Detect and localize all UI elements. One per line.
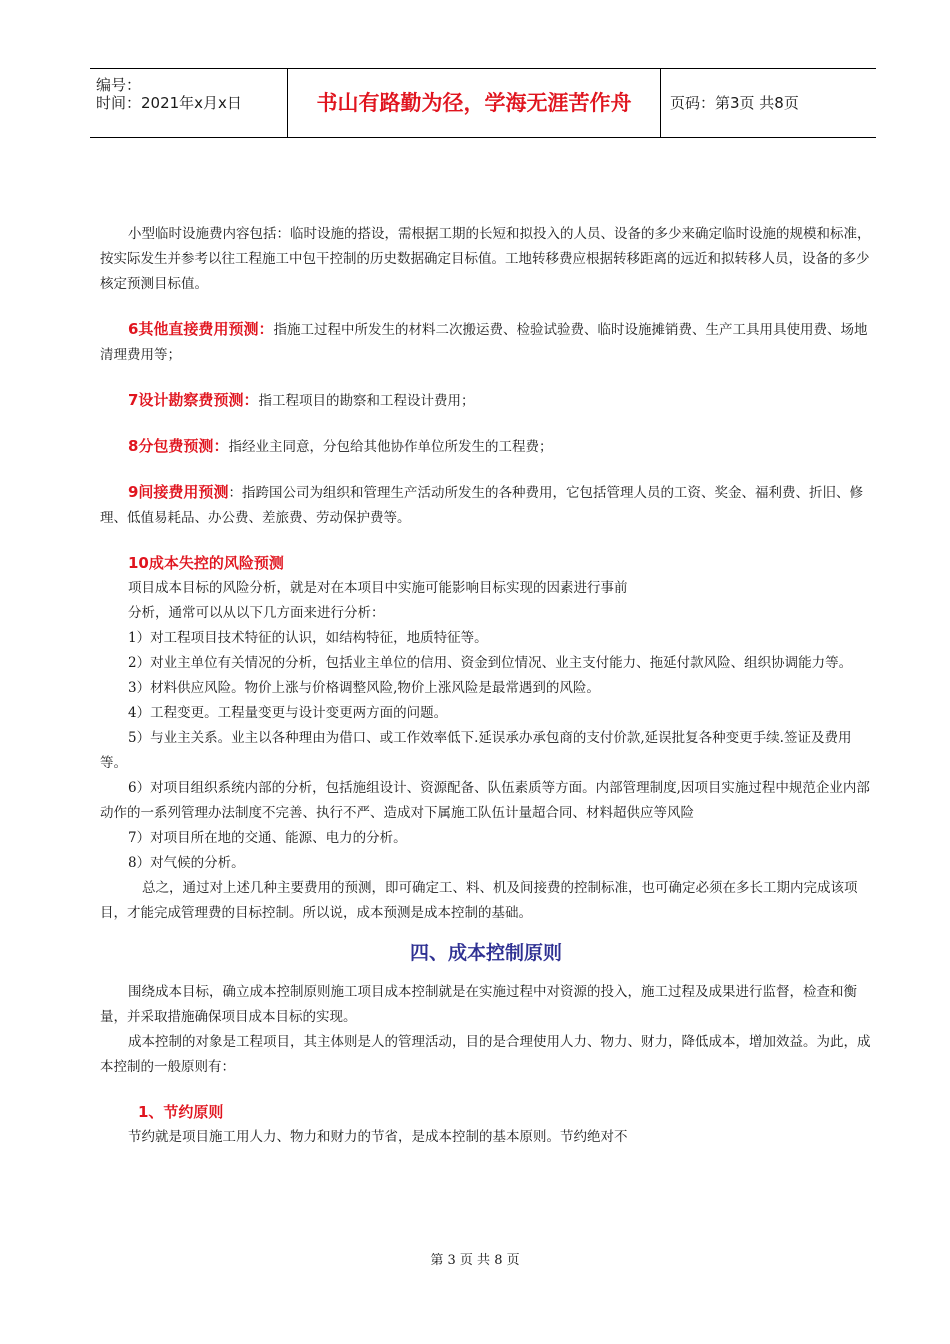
item-9-heading: 9间接费用预测	[128, 483, 229, 501]
item-10-intro-line-2: 分析，通常可以从以下几方面来进行分析：	[128, 605, 385, 621]
paragraph-temporary-facilities: 小型临时设施费内容包括：临时设施的搭设，需根据工期的长短和拟投入的人员、设备的多少来确定临时设施的规模和标准，按实际发生并参考以往工程施工中包干控制的历史数据确定目标值。工地转移费应根据转移距离的远近和拟转移人员，设备的多少核定预测目标值。	[100, 226, 871, 292]
risk-item: 1）对工程项目技术特征的认识，如结构特征，地质特征等。	[128, 630, 488, 646]
item-10-heading: 10成本失控的风险预测	[128, 554, 284, 572]
risk-item: 7）对项目所在地的交通、能源、电力的分析。	[128, 830, 407, 846]
item-6-paragraph	[100, 317, 872, 368]
page-header	[90, 68, 876, 138]
item-7-text: 指工程项目的勘察和工程设计费用；	[258, 393, 475, 409]
item-8-paragraph	[100, 434, 872, 460]
risk-item: 6）对项目组织系统内部的分析，包括施组设计、资源配备、队伍素质等方面。内部管理制度,因项目实施过程中规范企业内部动作的一系列管理办法制度不完善、执行不严、造成对下属施工队伍计量超合同、材料超供应等风险	[100, 780, 870, 821]
risk-item: 4）工程变更。工程量变更与设计变更两方面的问题。	[128, 705, 448, 721]
principle-1-text: 节约就是项目施工用人力、物力和财力的节省，是成本控制的基本原则。节约绝对不	[128, 1129, 628, 1145]
item-6-heading: 6其他直接费用预测：	[128, 320, 274, 338]
document-date-label: 时间：2021年x月x日	[96, 94, 242, 112]
risk-item: 3）材料供应风险。物价上涨与价格调整风险,物价上涨风险是最常遇到的风险。	[128, 680, 600, 696]
item-7-heading: 7设计勘察费预测：	[128, 391, 259, 409]
document-body	[100, 222, 872, 1150]
item-6-text: 指施工过程中所发生的材料二次搬运费、检验试验费、临时设施摊销费、生产工具用具使用费、场地清理费用等；	[100, 322, 868, 363]
risk-item: 2）对业主单位有关情况的分析，包括业主单位的信用、资金到位情况、业主支付能力、拖延付款风险、组织协调能力等。	[128, 655, 853, 671]
item-8-heading: 8分包费预测：	[128, 437, 229, 455]
document-number-label: 编号：	[96, 76, 142, 94]
item-9-text: ：指跨国公司为组织和管理生产活动所发生的各种费用，它包括管理人员的工资、奖金、福利费、折旧、修理、低值易耗品、办公费、差旅费、劳动保护费等。	[100, 485, 863, 526]
item-10-intro-line-1: 项目成本目标的风险分析，就是对在本项目中实施可能影响目标实现的因素进行事前	[128, 580, 628, 596]
section-4-paragraph-2: 成本控制的对象是工程项目，其主体则是人的管理活动，目的是合理使用人力、物力、财力，降低成本，增加效益。为此，成本控制的一般原则有：	[100, 1034, 871, 1075]
risk-item: 8）对气候的分析。	[128, 855, 245, 871]
principle-1-heading: 1、节约原则	[138, 1103, 224, 1121]
item-9-paragraph	[100, 480, 872, 531]
header-meta-cell	[90, 69, 288, 137]
page-footer: 第 3 页 共 8 页	[430, 1253, 520, 1268]
section-4-paragraph-1: 围绕成本目标，确立成本控制原则施工项目成本控制就是在实施过程中对资源的投入，施工过程及成果进行监督，检查和衡量，并采取措施确保项目成本目标的实现。	[100, 984, 857, 1025]
header-motto: 书山有路勤为径，学海无涯苦作舟	[288, 69, 661, 137]
risk-item: 5）与业主关系。业主以各种理由为借口、或工作效率低下.延误承办承包商的支付价款,延误批复各种变更手续.签证及费用等。	[100, 730, 852, 771]
header-page-info: 页码：第3页 共8页	[670, 94, 799, 112]
section-4-title: 四、成本控制原则	[409, 942, 562, 964]
item-8-text: 指经业主同意，分包给其他协作单位所发生的工程费；	[228, 439, 553, 455]
summary-paragraph: 总之，通过对上述几种主要费用的预测，即可确定工、料、机及间接费的控制标准，也可确定必须在多长工期内完成该项目，才能完成管理费的目标控制。所以说，成本预测是成本控制的基础。	[100, 880, 858, 921]
item-7-paragraph	[100, 388, 872, 414]
